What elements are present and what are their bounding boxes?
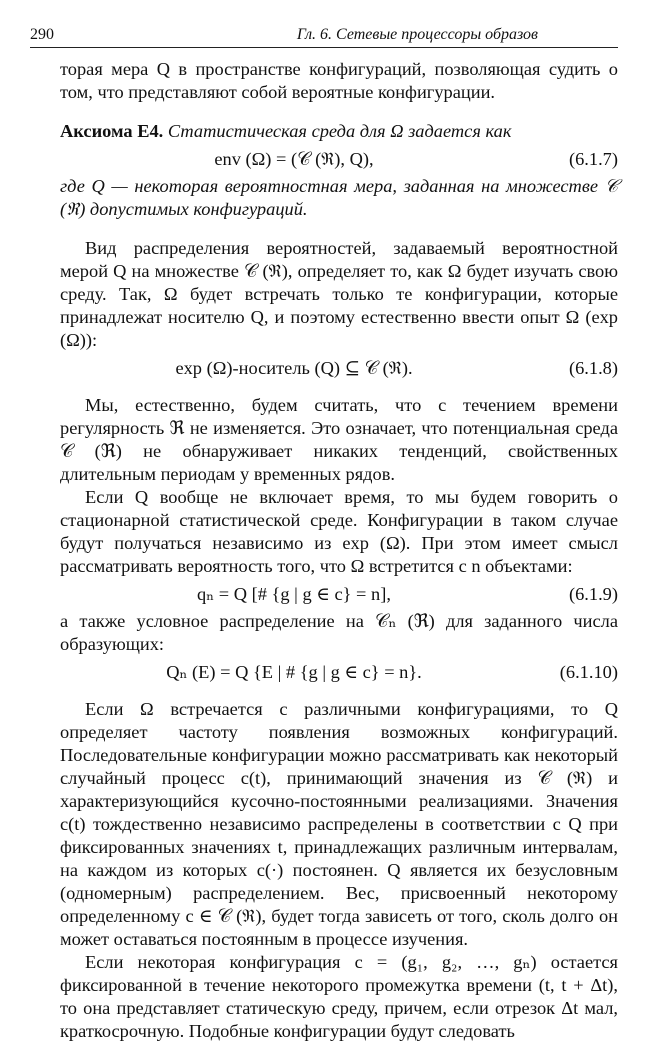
equation-number: (6.1.9)	[568, 584, 618, 604]
equation-6-1-10	[60, 660, 618, 684]
axiom-line	[60, 120, 618, 143]
axiom-tail: где Q — некоторая вероятностная мера, заданная на множестве 𝒞 (ℜ) допустимых конфигураций.	[60, 176, 618, 219]
equation-number: (6.1.8)	[568, 358, 618, 378]
paragraph-5: Если Ω встречается с различными конфигурациями, то Q определяет частоту появления возможных конфигураций. Последовательные конфигурации можно рассматривать как некоторый случайный процесс c(t), принимающий значения из 𝒞 (ℜ) и характеризующийся кусочно-постоянными реализациями. Значения c(t) тождественно независимо распределены в соответствии с Q при фиксированных значениях t, принадлежащих различным интервалам, на каждом из которых c(·) постоянен. Q является их безусловным (одномерным) распределением. Вес, присвоенный некоторому определенному c ∈ 𝒞 (ℜ), будет тогда зависеть от того, сколь долго он может оставаться постоянным в процессе изучения.	[60, 699, 618, 949]
page-number: 290	[30, 26, 54, 43]
equation-6-1-8	[60, 356, 618, 380]
paragraph-1: Вид распределения вероятностей, задаваемый вероятностной мерой Q на множестве 𝒞 (ℜ), определяет то, как Ω будет изучать свою среду. Так, Ω будет встречать только те конфигурации, которые принадлежат носителю Q, и поэтому естественно ввести опыт Ω (exp (Ω)):	[60, 238, 618, 350]
axiom-statement: Статистическая среда для Ω задается как	[167, 121, 512, 141]
equation-formula: env (Ω) = (𝒞 (ℜ), Q),	[214, 149, 374, 169]
paragraph-3: Если Q вообще не включает время, то мы будем говорить о стационарной статистической среде. Конфигурации в таком случае будут получаться независимо из exp (Ω). При этом имеет смысл рассматривать вероятность того, что Ω встретится с n объектами:	[60, 487, 618, 576]
equation-6-1-9	[60, 582, 618, 606]
paragraph-2: Мы, естественно, будем считать, что с течением времени регулярность ℜ не изменяется. Это означает, что потенциальная среда 𝒞 (ℜ) не обнаруживает никаких тенденций, свойственных длительным периодам у временных рядов.	[60, 395, 618, 484]
intro-paragraph: торая мера Q в пространстве конфигураций, позволяющая судить о том, что представляют собой вероятные конфигурации.	[60, 59, 618, 102]
running-title: Гл. 6. Сетевые процессоры образов	[296, 26, 538, 43]
equation-number: (6.1.7)	[568, 149, 618, 169]
paragraph-6: Если некоторая конфигурация c = (g₁, g₂, …, gₙ) остается фиксированной в течение некоторого промежутка времени (t, t + Δt), то она представляет статическую среду, причем, если отрезок Δt мал, краткосрочную. Подобные конфигурации будут следовать	[60, 952, 618, 1041]
page	[30, 26, 618, 1043]
equation-number: (6.1.10)	[559, 662, 618, 682]
running-header	[30, 26, 618, 48]
equation-formula: qₙ = Q [# {g | g ∈ c} = n],	[197, 584, 391, 604]
equation-formula: exp (Ω)-носитель (Q) ⊆ 𝒞 (ℜ).	[175, 358, 413, 378]
axiom-label: Аксиома Е4.	[60, 121, 164, 141]
paragraph-4: а также условное распределение на 𝒞ₙ (ℜ) для заданного числа образующих:	[60, 611, 618, 654]
equation-6-1-7	[60, 147, 618, 171]
equation-formula: Qₙ (E) = Q {E | # {g | g ∈ c} = n}.	[166, 662, 422, 682]
